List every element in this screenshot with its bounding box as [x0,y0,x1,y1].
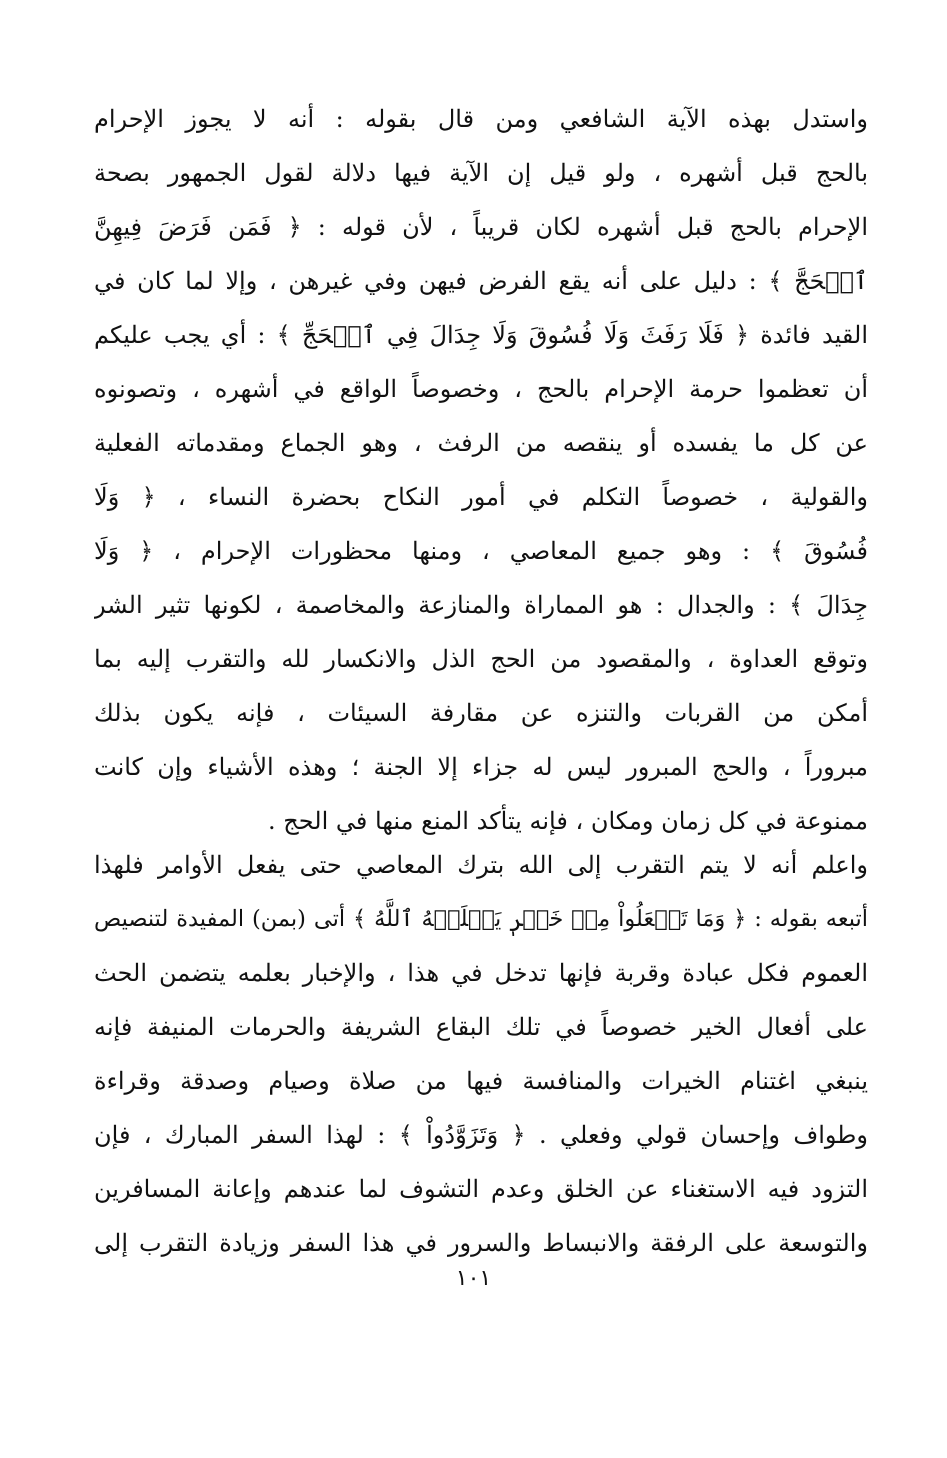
text-line: ممنوعة في كل زمان ومكان ، فإنه يتأكد المنع منها في الحج . [268,807,868,835]
text-line: بالحج قبل أشهره ، ولو قيل إن الآية فيها دلالة لقول الجمهور بصحة [94,159,868,187]
paragraph-hajj-ihram [94,92,868,848]
text-line: أن تعظموا حرمة الإحرام بالحج ، وخصوصاً الواقع في أشهره ، وتصونوه [94,375,868,403]
text-line: جِدَالَ ﴾ : والجدال : هو المماراة والمنازعة والمخاصمة ، لكونها تثير الشر [94,591,868,619]
text-line: مبروراً ، والحج المبرور ليس له جزاء إلا الجنة ؛ وهذه الأشياء وإن كانت [94,753,868,781]
text-line: على أفعال الخير خصوصاً في تلك البقاع الشريفة والحرمات المنيفة فإنه [94,1013,868,1041]
text-line: واعلم أنه لا يتم التقرب إلى الله بترك المعاصي حتى يفعل الأوامر فلهذا [94,851,868,879]
text-line: أمكن من القربات والتنزه عن مقارفة السيئات ، فإنه يكون بذلك [94,699,868,727]
text-line: فُسُوقَ ﴾ : وهو جميع المعاصي ، ومنها محظورات الإحرام ، ﴿ وَلَا [94,537,868,565]
page-number: ١٠١ [455,1266,492,1291]
text-line: الإحرام بالحج قبل أشهره لكان قريباً ، لأن قوله : ﴿ فَمَن فَرَضَ فِيهِنَّ [94,213,868,241]
text-line: والقولية ، خصوصاً التكلم في أمور النكاح بحضرة النساء ، ﴿ وَلَا [94,483,868,511]
text-line: ينبغي اغتنام الخيرات والمنافسة فيها من صلاة وصيام وصدقة وقراءة [94,1067,868,1095]
text-line: القيد فائدة ﴿ فَلَا رَفَثَ وَلَا فُسُوقَ وَلَا جِدَالَ فِي ٱلۡحَجِّ ﴾ : أي يجب عليكم [94,321,868,349]
text-line: واستدل بهذه الآية الشافعي ومن قال بقوله : أنه لا يجوز الإحرام [94,105,868,133]
text-line: وتوقع العداوة ، والمقصود من الحج الذل والانكسار لله والتقرب إليه بما [94,645,868,673]
text-line: ٱلۡحَجَّ ﴾ : دليل على أنه يقع الفرض فيهن وفي غيرهن ، وإلا لما كان في [94,267,868,295]
text-line: العموم فكل عبادة وقربة فإنها تدخل في هذا ، والإخبار بعلمه يتضمن الحث [94,959,868,987]
text-line: التزود فيه الاستغناء عن الخلق وعدم التشوف لما عندهم وإعانة المسافرين [94,1175,868,1203]
text-line: عن كل ما يفسده أو ينقصه من الرفث ، وهو الجماع ومقدماته الفعلية [94,429,868,457]
text-line: وطواف وإحسان قولي وفعلي . ﴿ وَتَزَوَّدُواْ ﴾ : لهذا السفر المبارك ، فإن [94,1121,868,1149]
paragraph-good-deeds [94,838,868,1270]
text-line: أتبعه بقوله : ﴿ وَمَا تَفۡعَلُواْ مِنۡ خَيۡرٖ يَعۡلَمۡهُ ٱللَّهُ ﴾ أتى (بمن) المفيدة لتنصيص [94,906,868,932]
text-line: والتوسعة على الرفقة والانبساط والسرور في هذا السفر وزيادة التقرب إلى [94,1229,868,1257]
